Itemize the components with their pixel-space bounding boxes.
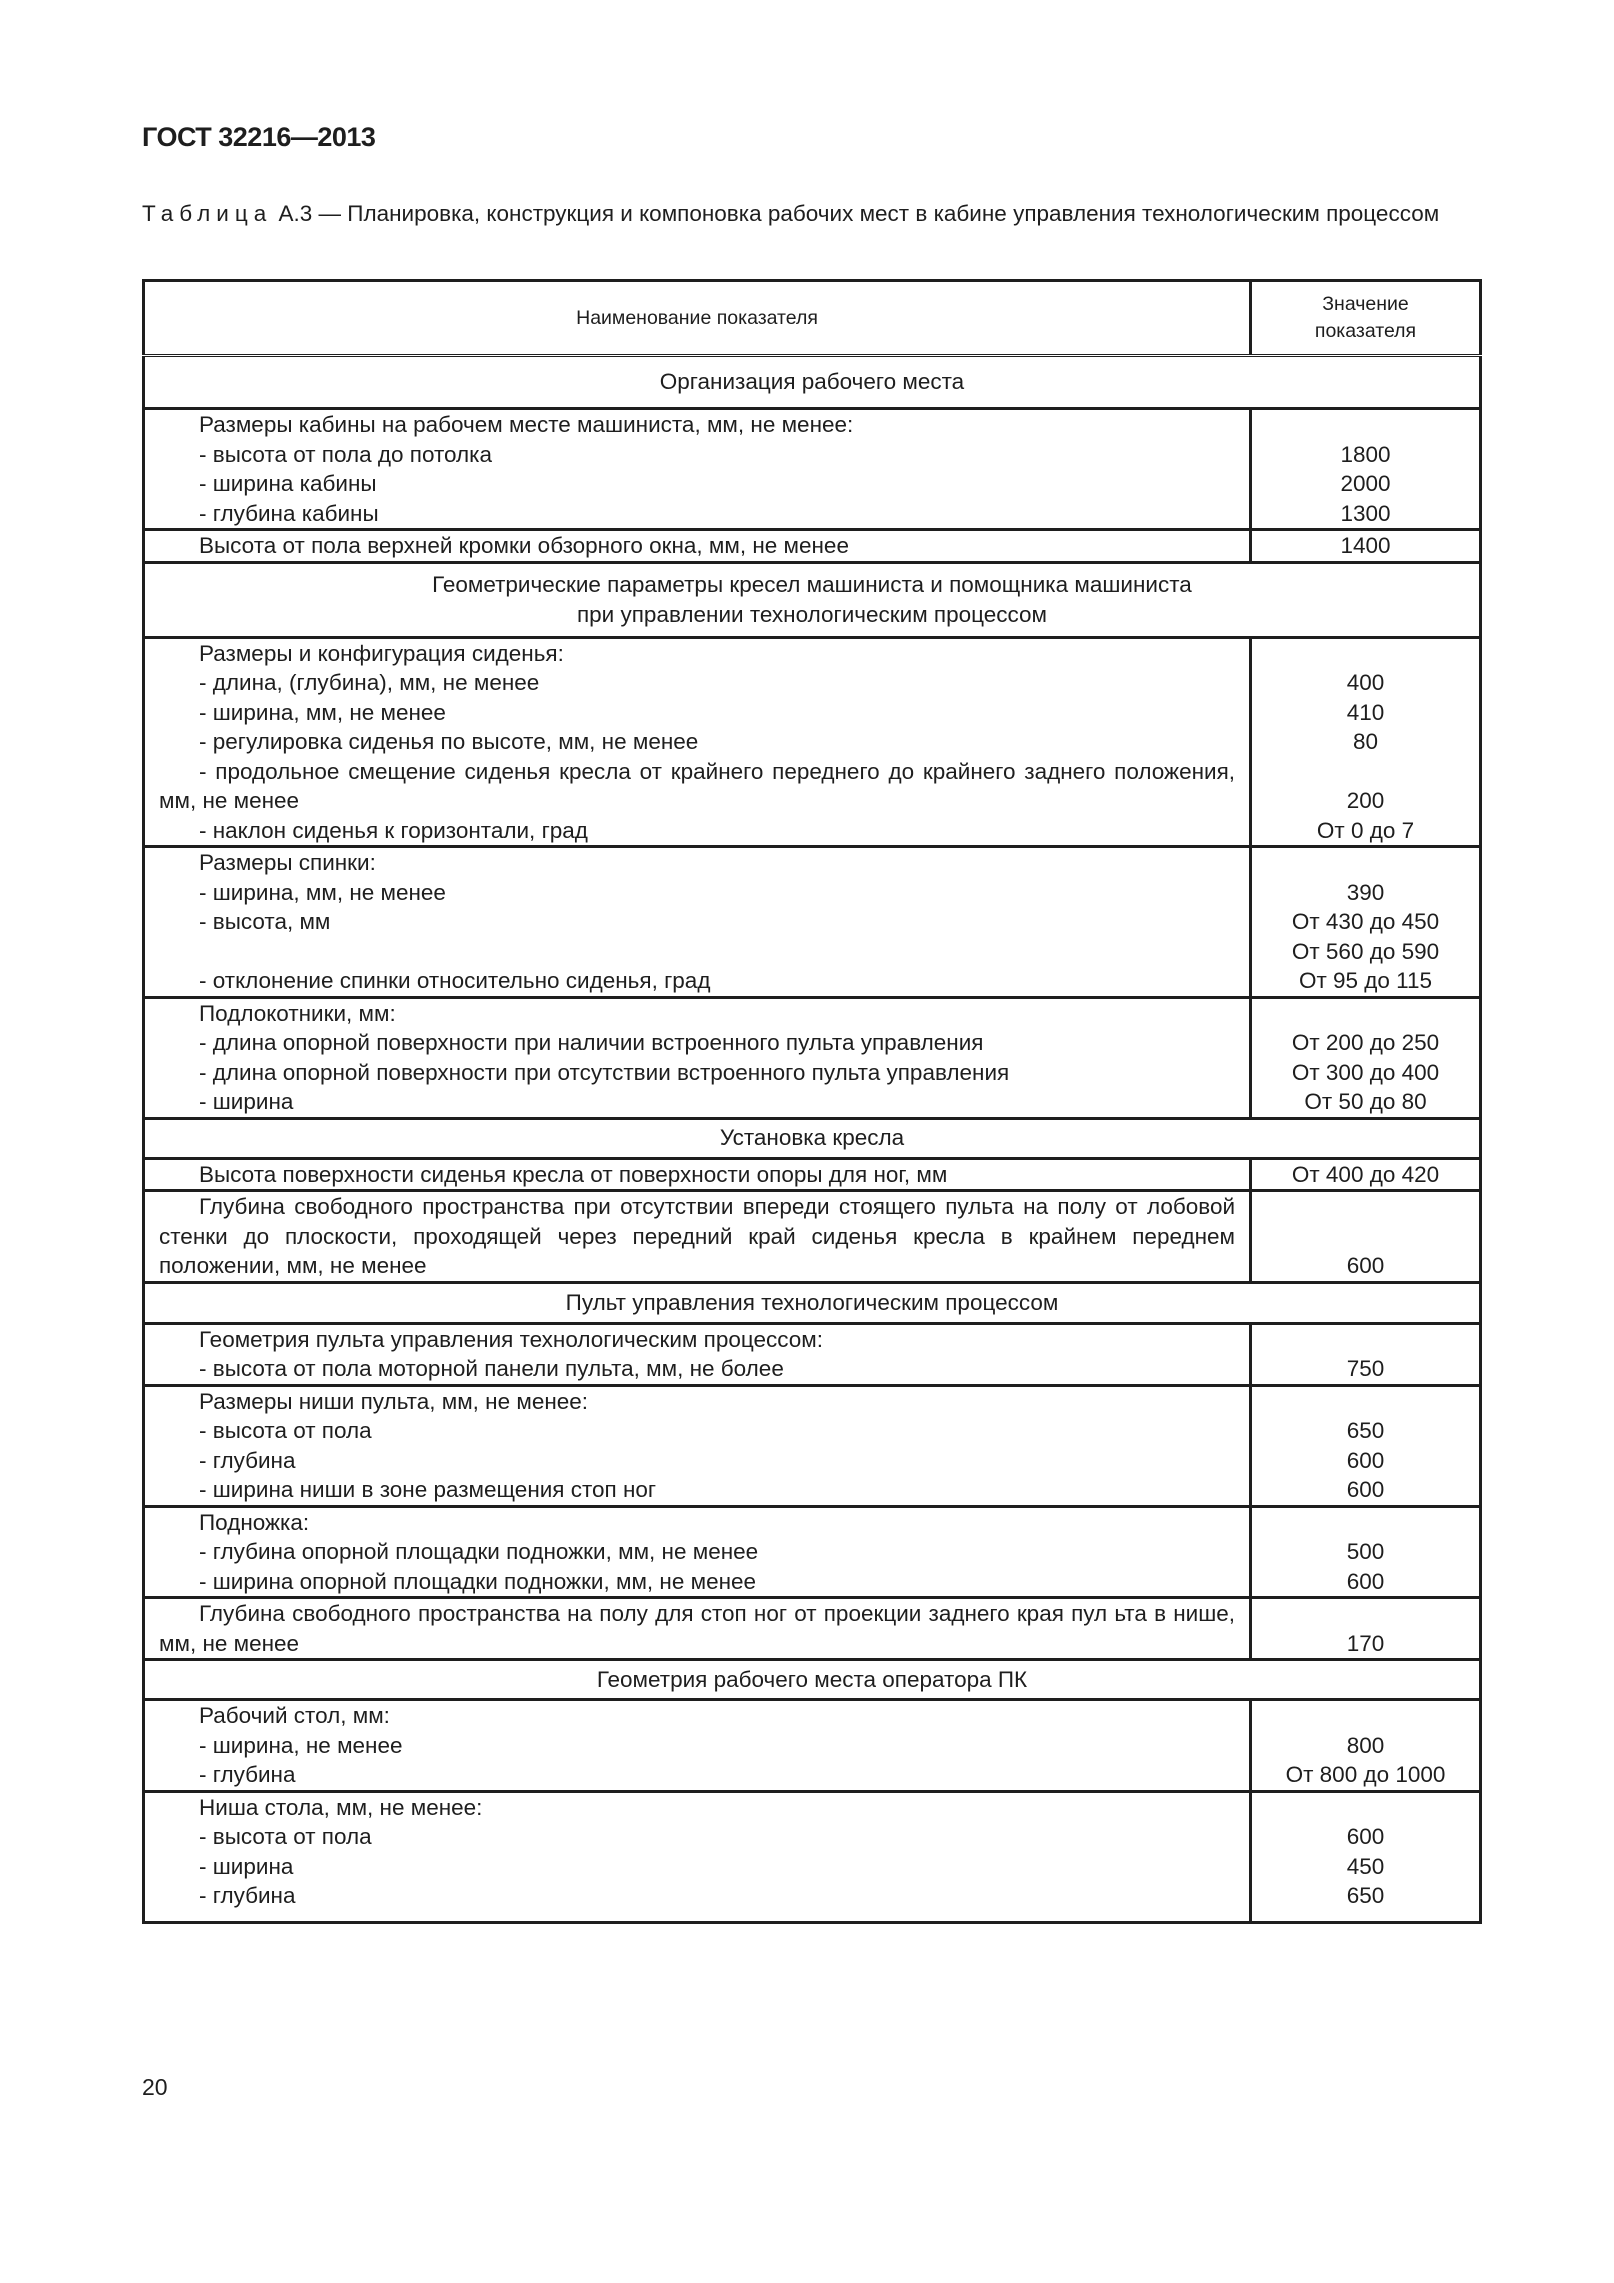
row-value-line: 400	[1346, 670, 1385, 695]
table-row	[144, 409, 1481, 530]
row-value-line: От 50 до 80	[1304, 1089, 1427, 1114]
row-value-line	[1252, 1192, 1479, 1222]
table-caption-text: — Планировка, конструкция и компоновка рабочих мест в кабине управления технологическим процессом	[312, 201, 1440, 226]
row-name-line: - регулировка сиденья по высоте, мм, не менее	[199, 729, 699, 754]
table-row	[144, 1385, 1481, 1506]
table-row	[144, 1791, 1481, 1922]
row-name-line: - длина опорной поверхности при наличии встроенного пульта управления	[199, 1030, 984, 1055]
section-title-line: при управлении технологическим процессом	[576, 601, 1048, 627]
column-header-value-line: показателя	[1314, 320, 1417, 342]
row-name	[144, 1385, 1251, 1506]
section-row	[144, 562, 1481, 637]
row-value-line	[1252, 410, 1479, 440]
row-name-line: - глубина опорной площадки подножки, мм, не менее	[199, 1539, 759, 1564]
row-name-line: - высота от пола до потолка	[199, 441, 493, 467]
row-name	[144, 1323, 1251, 1385]
row-value-line	[1252, 1387, 1479, 1417]
document-title: ГОСТ 32216—2013	[142, 122, 376, 152]
column-header-value-line: Значение	[1322, 293, 1409, 315]
row-name-line: - ширина, не менее	[199, 1732, 403, 1758]
row-value-line: 800	[1346, 1732, 1385, 1758]
row-value-line: 2000	[1340, 471, 1391, 496]
table-caption	[142, 198, 1487, 229]
row-value	[1251, 1158, 1481, 1191]
row-name-line: - высота от пола	[199, 1418, 372, 1443]
row-name-line: Высота поверхности сиденья кресла от поверхности опоры для ног, мм	[199, 1161, 948, 1187]
row-name-line: Глубина свободного пространства при отсутствии впереди стоящего пульта на полу от лобовой стенки до плоскости, проходящей через передний край сиденья кресла в крайнем переднем положении, мм, не менее	[159, 1194, 1236, 1278]
row-value-line: От 430 до 450	[1291, 909, 1440, 934]
row-value	[1251, 1191, 1481, 1283]
row-value	[1251, 1323, 1481, 1385]
row-value-line: 750	[1346, 1356, 1385, 1381]
row-name	[144, 1191, 1251, 1283]
row-name-line: Размеры спинки:	[199, 850, 376, 875]
column-header-name: Наименование показателя	[144, 281, 1251, 356]
row-value	[1251, 1506, 1481, 1598]
row-value-line: 1300	[1340, 500, 1391, 526]
table-row	[144, 997, 1481, 1118]
row-name-line: Размеры и конфигурация сиденья:	[199, 640, 564, 666]
row-name	[144, 1506, 1251, 1598]
section-row	[144, 1660, 1481, 1700]
row-value-line: 650	[1346, 1883, 1385, 1908]
row-value	[1251, 1598, 1481, 1660]
section-title	[144, 356, 1481, 409]
row-value-line: От 200 до 250	[1291, 1030, 1440, 1055]
row-value	[1251, 637, 1481, 847]
row-name-line: - ширина	[199, 1089, 294, 1114]
row-value-line: 600	[1346, 1568, 1385, 1594]
row-value	[1251, 1385, 1481, 1506]
section-row	[144, 1118, 1481, 1158]
row-value-line: 600	[1346, 1447, 1385, 1473]
table-row	[144, 1158, 1481, 1191]
row-name-line: - продольное смещение сиденья кресла от крайнего переднего до крайнего заднего положения, мм, не менее	[159, 758, 1236, 813]
row-value	[1251, 1791, 1481, 1922]
row-value	[1251, 530, 1481, 563]
table-row	[144, 1598, 1481, 1660]
row-name-line: - высота, мм	[199, 909, 331, 934]
table-row	[144, 637, 1481, 847]
row-name-line: - глубина	[199, 1883, 296, 1908]
row-value-line: 1800	[1340, 441, 1391, 467]
row-value-line: 500	[1346, 1539, 1385, 1564]
table-caption-label: Таблица	[142, 201, 273, 226]
row-value-line	[1252, 999, 1479, 1029]
row-name-line: - отклонение спинки относительно сиденья, град	[199, 968, 711, 993]
table-row	[144, 1191, 1481, 1283]
row-name-line: - глубина кабины	[199, 500, 379, 526]
row-value-line: От 95 до 115	[1298, 968, 1433, 993]
row-value-line	[1252, 1222, 1479, 1252]
row-name	[144, 1598, 1251, 1660]
row-name-line	[145, 937, 1249, 967]
section-title-line: Пульт управления технологическим процессом	[565, 1289, 1059, 1315]
table-row	[144, 847, 1481, 998]
row-name-line: - глубина	[199, 1447, 296, 1473]
row-value-line: 200	[1346, 788, 1385, 813]
row-name-line: - ширина ниши в зоне размещения стоп ног	[199, 1477, 657, 1502]
row-value	[1251, 409, 1481, 530]
section-title-line: Установка кресла	[719, 1125, 905, 1151]
row-name-line: Размеры кабины на рабочем месте машиниста, мм, не менее:	[199, 412, 854, 437]
row-value-line: От 300 до 400	[1291, 1059, 1440, 1085]
table-row	[144, 530, 1481, 563]
section-row	[144, 356, 1481, 409]
row-name-line: - глубина	[199, 1762, 296, 1787]
row-value-line: 410	[1346, 699, 1385, 725]
row-name-line: Высота от пола верхней кромки обзорного окна, мм, не менее	[199, 533, 849, 558]
row-name-line: - длина опорной поверхности при отсутствии встроенного пульта управления	[199, 1059, 1010, 1085]
row-value-line: От 800 до 1000	[1285, 1762, 1446, 1787]
table-header-row	[144, 281, 1481, 356]
section-row	[144, 1282, 1481, 1323]
row-name	[144, 1700, 1251, 1792]
row-name-line: Рабочий стол, мм:	[199, 1703, 390, 1728]
row-name	[144, 997, 1251, 1118]
row-value-line: 600	[1346, 1253, 1385, 1278]
row-value-line: 600	[1346, 1477, 1385, 1502]
parameters-table	[142, 279, 1482, 1924]
row-value-line: 600	[1346, 1824, 1385, 1849]
row-value-line	[1252, 848, 1479, 878]
table-row	[144, 1323, 1481, 1385]
row-name-line: - наклон сиденья к горизонтали, град	[199, 817, 588, 843]
row-name-line: - высота от пола	[199, 1824, 372, 1849]
row-value	[1251, 847, 1481, 998]
row-name	[144, 530, 1251, 563]
row-value-line: 390	[1346, 879, 1385, 905]
section-title	[144, 562, 1481, 637]
row-name-line: Подлокотники, мм:	[199, 1000, 396, 1026]
row-value-line	[1252, 1701, 1479, 1731]
row-value-line: 80	[1353, 729, 1379, 754]
row-value-line	[1252, 1599, 1479, 1629]
row-value-line: От 560 до 590	[1291, 938, 1440, 964]
row-value-line	[1252, 757, 1479, 787]
table-row	[144, 1506, 1481, 1598]
row-value-line	[1252, 1325, 1479, 1355]
row-value-line: 450	[1346, 1853, 1385, 1879]
row-value-line: 1400	[1340, 533, 1391, 558]
section-title-line: Организация рабочего места	[659, 369, 965, 395]
row-value-line	[1252, 639, 1479, 669]
row-value	[1251, 997, 1481, 1118]
section-title	[144, 1282, 1481, 1323]
row-value	[1251, 1700, 1481, 1792]
row-name-line: Геометрия пульта управления технологическим процессом:	[199, 1326, 823, 1352]
row-name-line: - длина, (глубина), мм, не менее	[199, 670, 540, 695]
row-name-line: - высота от пола моторной панели пульта, мм, не более	[199, 1356, 784, 1381]
table-caption-number: А.3	[278, 201, 313, 226]
section-title	[144, 1118, 1481, 1158]
page-number: 20	[142, 2074, 168, 2100]
row-value-line: 650	[1346, 1418, 1385, 1443]
row-name-line: - ширина опорной площадки подножки, мм, не менее	[199, 1568, 757, 1594]
row-value-line: 170	[1346, 1630, 1385, 1656]
section-title-line: Геометрические параметры кресел машиниста и помощника машиниста	[432, 572, 1192, 597]
row-name	[144, 1158, 1251, 1191]
row-value-line: От 0 до 7	[1316, 817, 1415, 843]
column-header-value	[1251, 281, 1481, 356]
row-value-line	[1252, 1508, 1479, 1538]
row-name-line: Подножка:	[199, 1509, 310, 1535]
row-name-line: Ниша стола, мм, не менее:	[199, 1794, 483, 1820]
table-row	[144, 1700, 1481, 1792]
section-title-line: Геометрия рабочего места оператора ПК	[596, 1666, 1028, 1692]
row-name	[144, 637, 1251, 847]
row-name-line: - ширина кабины	[199, 471, 377, 496]
row-name-line: Размеры ниши пульта, мм, не менее:	[199, 1388, 589, 1414]
section-title	[144, 1660, 1481, 1700]
row-name	[144, 847, 1251, 998]
row-name-line: - ширина	[199, 1853, 294, 1879]
row-name	[144, 1791, 1251, 1922]
row-value-line: От 400 до 420	[1291, 1161, 1440, 1187]
row-name-line: - ширина, мм, не менее	[199, 879, 446, 905]
row-name-line: Глубина свободного пространства на полу для стоп ног от проекции заднего края пул ьта в нише, мм, не менее	[159, 1601, 1236, 1656]
row-value-line	[1252, 1793, 1479, 1823]
row-name-line: - ширина, мм, не менее	[199, 699, 446, 725]
row-name	[144, 409, 1251, 530]
